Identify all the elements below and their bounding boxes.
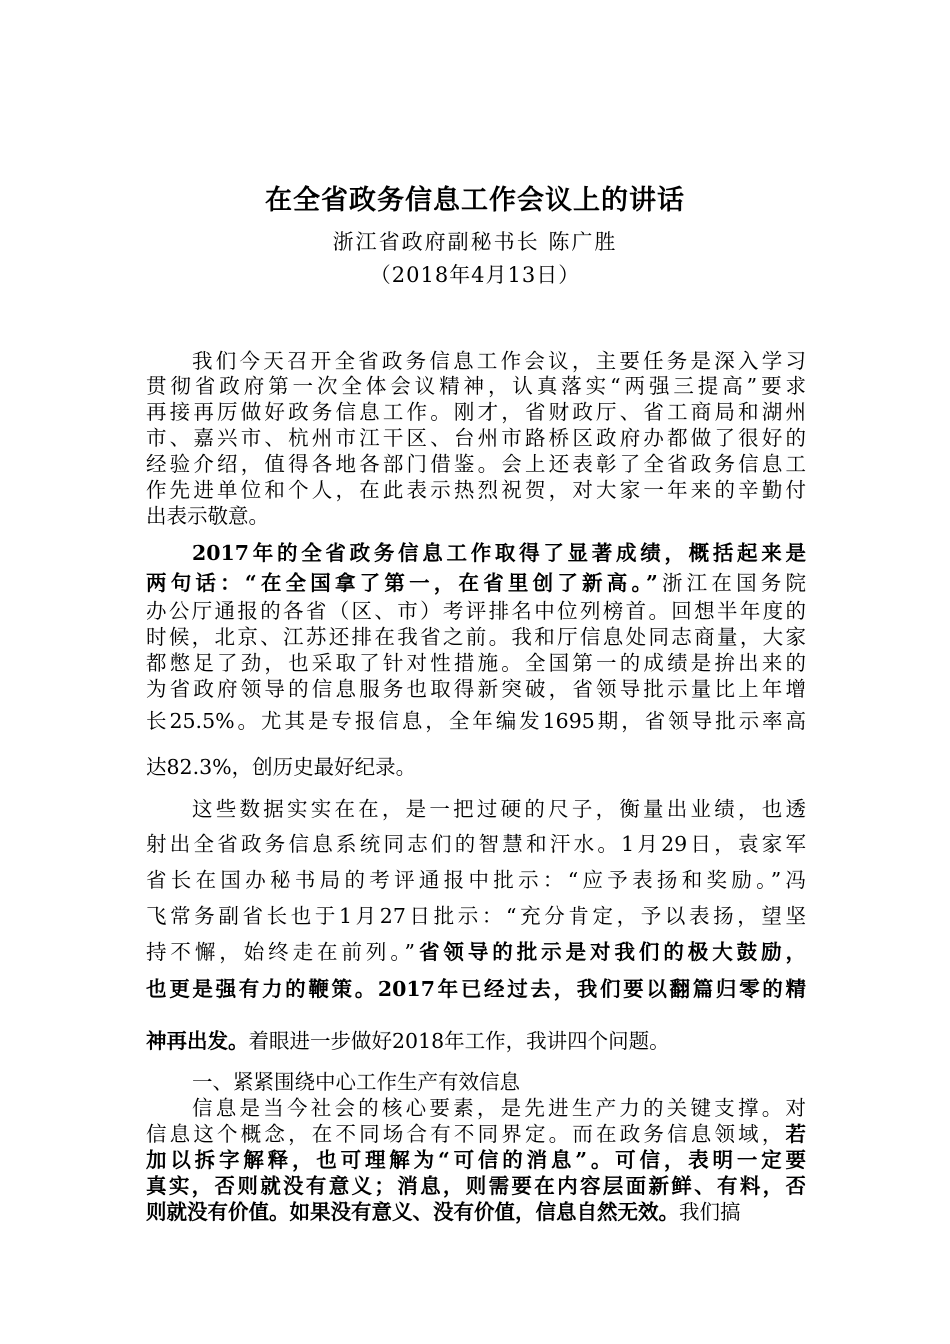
bold-text: 若 xyxy=(785,1122,806,1146)
bold-text: 加以拆字解释，也可理解为“可信的消息”。可信，表明一定要 xyxy=(146,1148,806,1172)
text-segment: 飞常务副省长也于1月27日批示：“充分肯定，予以表扬，望坚 xyxy=(146,904,806,928)
body-text-line xyxy=(146,903,806,930)
body-text-line xyxy=(146,1147,806,1174)
body-text-line xyxy=(146,425,806,452)
body-text-line xyxy=(192,796,806,823)
body-text-line xyxy=(192,1095,806,1122)
text-segment: 信息这个概念，在不同场合有不同界定。而在政务信息领域， xyxy=(146,1122,786,1146)
document-title: 在全省政务信息工作会议上的讲话 xyxy=(265,185,685,216)
bold-text: 真实，否则就没有意义；消息，则需要在内容层面新鲜、有料，否 xyxy=(146,1174,806,1198)
body-text-line xyxy=(146,598,806,625)
body-text-line xyxy=(146,976,806,1003)
text-segment: 我们搞 xyxy=(679,1200,741,1224)
body-text-line xyxy=(146,867,806,894)
text-segment: 浙江在国务院 xyxy=(657,571,806,595)
body-text-line xyxy=(146,570,806,597)
text-segment: 市、嘉兴市、杭州市江干区、台州市路桥区政府办都做了很好的 xyxy=(146,426,806,450)
text-segment: 办公厅通报的各省（区、市）考评排名中位列榜首。回想半年度的 xyxy=(146,599,806,623)
bold-text: 神再出发。 xyxy=(146,1029,249,1053)
text-segment: 省长在国办秘书局的考评通报中批示：“应予表扬和奖励。”冯 xyxy=(146,868,806,892)
body-text-line xyxy=(146,503,806,530)
text-segment: 都憋足了劲，也采取了针对性措施。全国第一的成绩是拚出来的 xyxy=(146,651,806,675)
text-segment: 长25.5%。尤其是专报信息，全年编发1695期，省领导批示率高 xyxy=(146,709,806,733)
body-text-line xyxy=(146,708,806,735)
text-segment: 时候，北京、江苏还排在我省之前。我和厅信息处同志商量，大家 xyxy=(146,625,806,649)
body-text-line xyxy=(146,650,806,677)
bold-text: 省领导的批示是对我们的极大鼓励， xyxy=(415,940,806,964)
body-text-line xyxy=(192,540,806,567)
section-heading xyxy=(192,1069,806,1096)
body-text-line xyxy=(146,1173,806,1200)
text-segment: 信息是当今社会的核心要素，是先进生产力的关键支撑。对 xyxy=(192,1096,806,1120)
body-text-line xyxy=(146,399,806,426)
text-segment: 作先进单位和个人，在此表示热烈祝贺，对大家一年来的辛勤付 xyxy=(146,478,806,502)
date-line: （2018年4月13日） xyxy=(369,263,581,287)
text-segment: 一、紧紧围绕中心工作生产有效信息 xyxy=(192,1070,520,1094)
text-segment: 射出全省政务信息系统同志们的智慧和汗水。1月29日，袁家军 xyxy=(146,832,806,856)
text-segment: 贯彻省政府第一次全体会议精神，认真落实“两强三提高”要求 xyxy=(146,374,806,398)
body-text-line xyxy=(146,831,806,858)
body-text-line xyxy=(146,676,806,703)
bold-text: 则就没有价值。如果没有意义、没有价值，信息自然无效。 xyxy=(146,1200,679,1224)
author-line: 浙江省政府副秘书长 陈广胜 xyxy=(332,230,618,254)
body-text-line xyxy=(146,754,806,781)
text-segment: 出表示敬意。 xyxy=(146,504,269,528)
bold-text: 2017年的全省政务信息工作取得了显著成绩，概括起来是 xyxy=(192,541,806,565)
body-text-line xyxy=(192,348,806,375)
bold-text: 两句话：“在全国拿了第一，在省里创了新高。” xyxy=(146,571,658,595)
body-text-line xyxy=(146,451,806,478)
body-text-line xyxy=(146,939,806,966)
body-text-line xyxy=(146,477,806,504)
text-segment: 经验介绍，值得各地各部门借鉴。会上还表彰了全省政务信息工 xyxy=(146,452,806,476)
text-segment: 持不懈，始终走在前列。” xyxy=(146,940,416,964)
body-text-line xyxy=(146,1028,806,1055)
text-segment: 这些数据实实在在，是一把过硬的尺子，衡量出业绩，也透 xyxy=(192,797,806,821)
bold-text: 也更是强有力的鞭策。2017年已经过去，我们要以翻篇归零的精 xyxy=(146,977,806,1001)
text-segment: 着眼进一步做好2018年工作，我讲四个问题。 xyxy=(248,1029,670,1053)
body-text-line xyxy=(146,1199,806,1226)
body-text-line xyxy=(146,624,806,651)
text-segment: 达82.3%，创历史最好纪录。 xyxy=(146,755,417,779)
text-segment: 我们今天召开全省政务信息工作会议，主要任务是深入学习 xyxy=(192,349,806,373)
body-text-line xyxy=(146,373,806,400)
text-segment: 为省政府领导的信息服务也取得新突破，省领导批示量比上年增 xyxy=(146,677,806,701)
body-text-line xyxy=(146,1121,806,1148)
text-segment: 再接再厉做好政务信息工作。刚才，省财政厅、省工商局和湖州 xyxy=(146,400,806,424)
